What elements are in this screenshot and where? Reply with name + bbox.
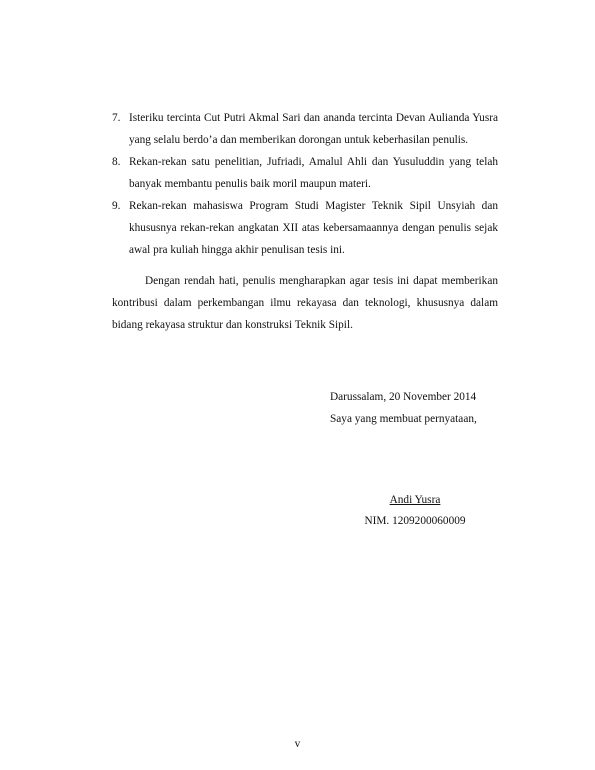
place-date: Darussalam, 20 November 2014 <box>330 391 477 403</box>
signature-block <box>330 386 530 430</box>
list-item-text: Rekan-rekan satu penelitian, Jufriadi, Amalul Ahli dan Yusuluddin yang telah banyak membantu penulis baik moril maupun materi. <box>129 156 498 190</box>
list-item <box>112 107 498 151</box>
list-item <box>112 195 498 261</box>
list-item-number: 9. <box>112 200 121 212</box>
statement-line: Saya yang membuat pernyataan, <box>330 413 477 425</box>
signer-block <box>330 490 500 532</box>
list-item-number: 7. <box>112 112 121 124</box>
list-item-number: 8. <box>112 156 121 168</box>
acknowledgement-list <box>112 107 498 261</box>
signer-nim: NIM. 1209200060009 <box>364 515 466 527</box>
closing-paragraph: Dengan rendah hati, penulis mengharapkan agar tesis ini dapat memberikan kontribusi dalam perkembangan ilmu rekayasa dan teknologi, khususnya dalam bidang rekayasa struktur dan konstruksi Teknik Sipil. <box>112 275 498 331</box>
page-number: v <box>294 738 301 750</box>
list-item-text: Isteriku tercinta Cut Putri Akmal Sari dan ananda tercinta Devan Aulianda Yusra yang selalu berdo’a dan memberikan dorongan untuk keberhasilan penulis. <box>129 112 498 146</box>
signer-name: Andi Yusra <box>389 494 441 506</box>
list-item-text: Rekan-rekan mahasiswa Program Studi Magister Teknik Sipil Unsyiah dan khususnya rekan-rekan angkatan XII atas kebersamaannya dengan penulis sejak awal pra kuliah hingga akhir penulisan tesis ini. <box>129 200 498 256</box>
list-item <box>112 151 498 195</box>
